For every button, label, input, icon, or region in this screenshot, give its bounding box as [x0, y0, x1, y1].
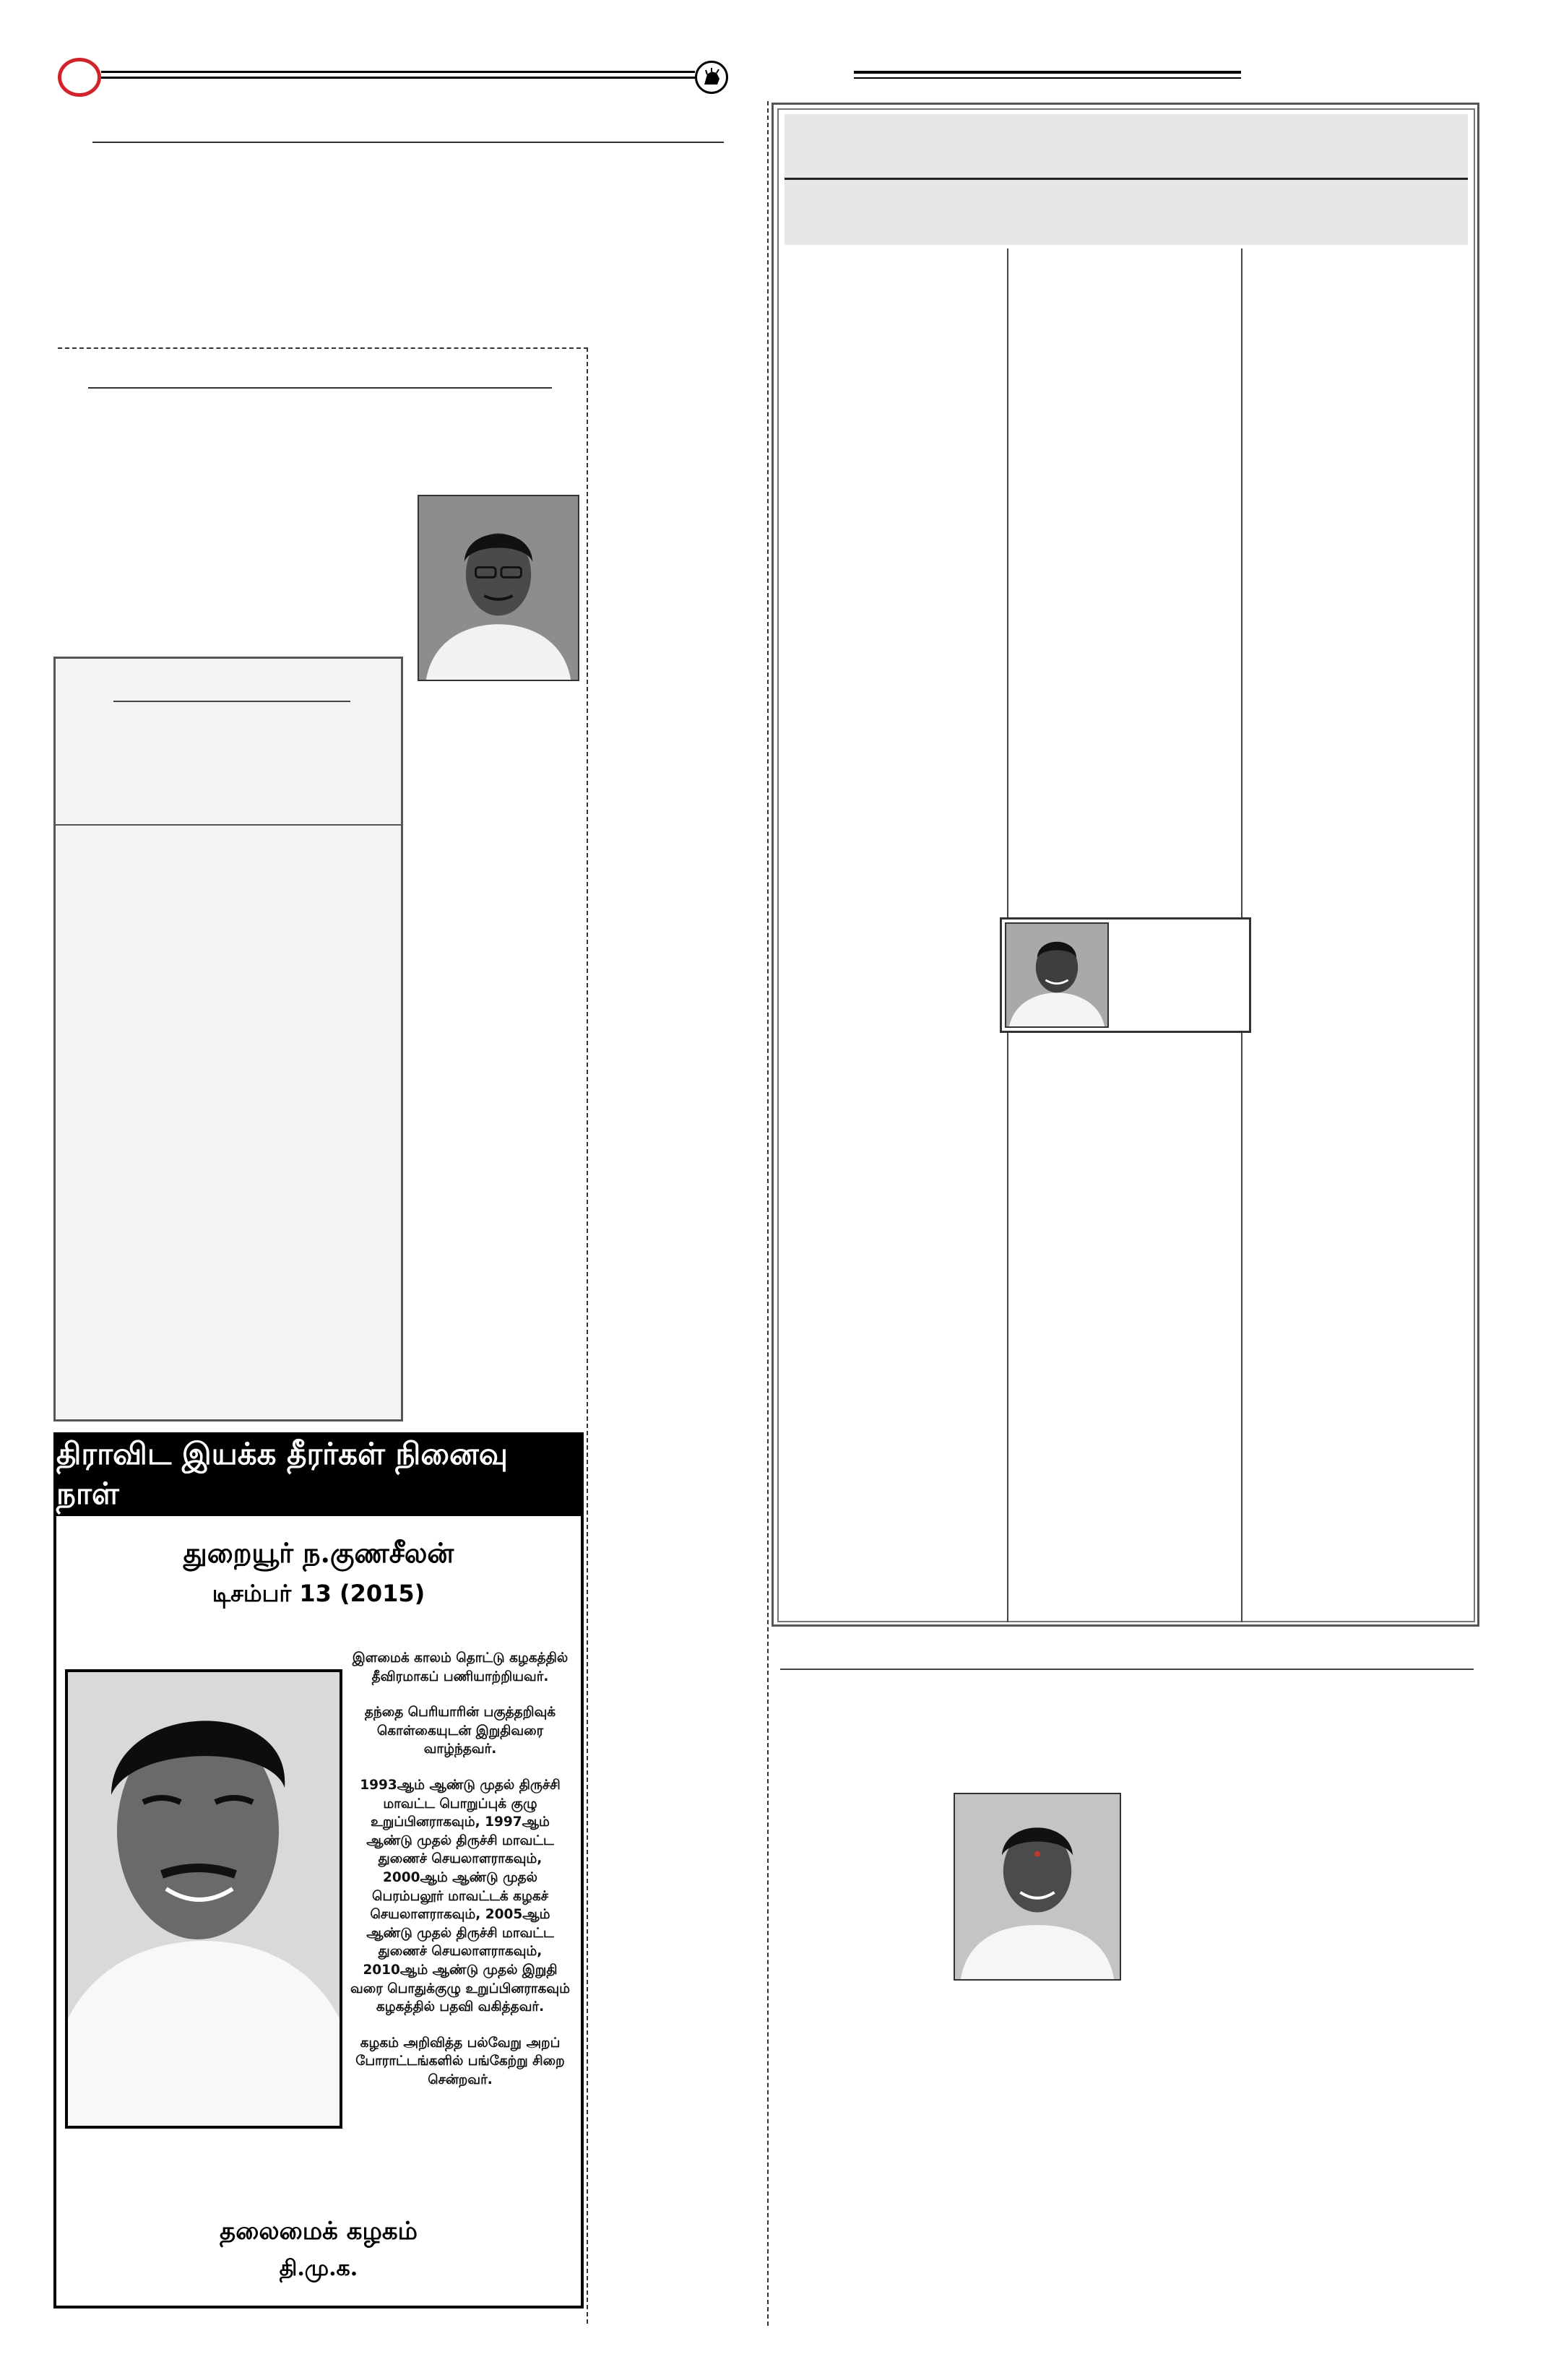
party-emblem-icon	[695, 61, 728, 94]
header-rule	[854, 77, 1241, 79]
section-rule	[92, 142, 724, 143]
section-rule	[780, 1669, 1474, 1670]
memorial-date: டிசம்பர் 13 (2015)	[212, 1580, 425, 1607]
dashed-divider	[58, 347, 588, 349]
memorial-footer-party: தி.மு.க.	[279, 2256, 358, 2281]
memorial-person-name: துறையூர் ந.குணசீலன்	[183, 1536, 454, 1569]
memorial-banner-title: திராவிட இயக்க தீரர்கள் நினைவு நாள்	[56, 1435, 581, 1516]
header-rule	[101, 71, 695, 73]
section-rule	[88, 387, 552, 389]
article-header-band	[785, 114, 1468, 178]
header-rule	[101, 77, 695, 79]
dashed-column-divider	[587, 347, 588, 2324]
portrait-photo	[1005, 922, 1109, 1028]
framed-article-inner	[777, 108, 1475, 1622]
red-circle-marker	[58, 58, 101, 97]
dashed-column-divider	[767, 101, 769, 2326]
portrait-photo	[954, 1793, 1121, 1981]
memorial-bio	[348, 1649, 572, 2106]
portrait-photo	[418, 495, 579, 681]
box-divider	[56, 824, 401, 826]
box-rule	[113, 701, 350, 702]
memorial-notice	[53, 1432, 584, 2308]
info-box	[53, 657, 403, 1421]
memorial-bio-paragraph: கழகம் அறிவித்த பல்வேறு அறப் போராட்டங்களில் பங்கேற்று சிறை சென்றவர்.	[355, 2035, 565, 2087]
memorial-bio-paragraph: இளமைக் காலம் தொட்டு கழகத்தில் தீவிரமாகப் பணியாற்றியவர்.	[352, 1650, 569, 1684]
inset-photo-box	[1000, 917, 1251, 1033]
memorial-bio-paragraph: தந்தை பெரியாரின் பகுத்தறிவுக் கொள்கையுடன் இறுதிவரை வாழ்ந்தவர்.	[364, 1705, 556, 1757]
memorial-bio-paragraph: 1993ஆம் ஆண்டு முதல் திருச்சி மாவட்ட பொறுப்புக் குழு உறுப்பினராகவும், 1997ஆம் ஆண்டு முதல் திருச்சி மாவட்ட துணைச் செயலாளராகவும், 2000ஆம் ஆண்டு முதல் பெரம்பலூர் மாவட்டக் கழகச் செயலாளராகவும், 2005ஆம் ஆண்டு முதல் திருச்சி மாவட்ட துணைச் செயலாளராகவும், 2010ஆம் ஆண்டு முதல் இறுதி வரை பொதுக்குழு உறுப்பினராகவும் கழகத்தில் பதவி வகித்தவர்.	[350, 1777, 570, 2015]
memorial-portrait-photo	[65, 1669, 342, 2129]
header-rule	[854, 71, 1241, 74]
article-subheader-band	[785, 180, 1468, 245]
memorial-footer-org: தலைமைக் கழகம்	[220, 2217, 418, 2246]
